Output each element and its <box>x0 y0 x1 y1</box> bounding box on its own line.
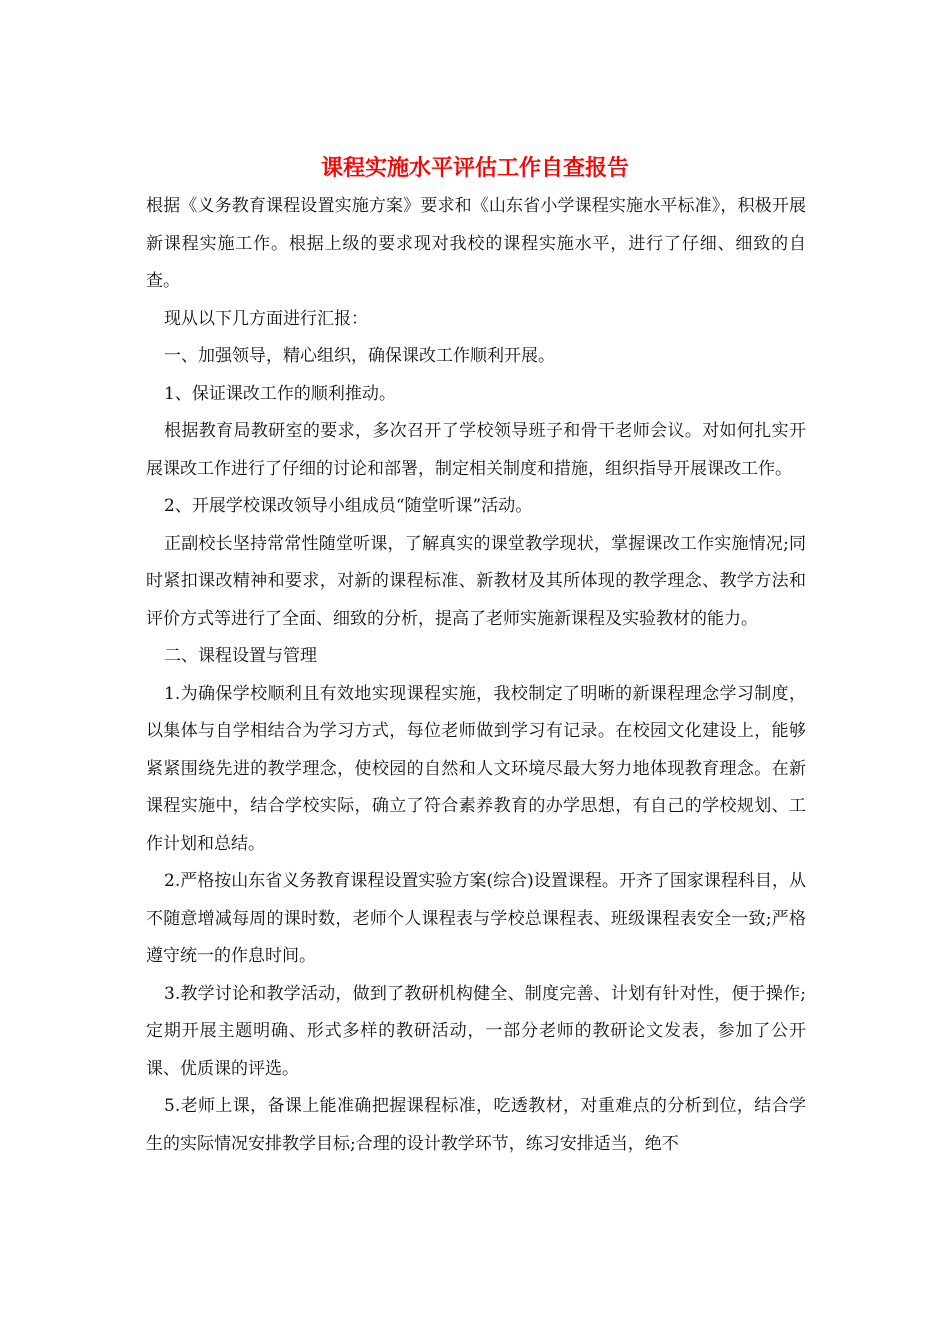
paragraph-1-2: 正副校长坚持常常性随堂听课，了解真实的课堂教学现状，掌握课改工作实施情况;同时紧扣课改精神和要求，对新的课程标准、新教材及其所体现的教学理念、教学方法和评价方式等进行了全面、细致的分析，提高了老师实施新课程及实验教材的能力。 <box>146 533 806 629</box>
paragraph-2-1: 1.为确保学校顺利且有效地实现课程实施，我校制定了明晰的新课程理念学习制度，以集体与自学相结合为学习方式，每位老师做到学习有记录。在校园文化建设上，能够紧紧围绕先进的教学理念，使校园的自然和人文环境尽最大努力地体现教育理念。在新课程实施中，结合学校实际，确立了符合素养教育的办学思想，有自己的学校规划、工作计划和总结。 <box>146 683 806 854</box>
document-body <box>146 188 806 1163</box>
paragraph-intro: 根据《义务教育课程设置实施方案》要求和《山东省小学课程实施水平标准》，积极开展新课程实施工作。根据上级的要求现对我校的课程实施水平，进行了仔细、细致的自查。 <box>146 196 806 291</box>
paragraph-report-lead: 现从以下几方面进行汇报： <box>164 308 368 329</box>
subsection-heading-1-1: 1、保证课改工作的顺利推动。 <box>164 383 396 404</box>
paragraph-2-2: 2.严格按山东省义务教育课程设置实验方案(综合)设置课程。开齐了国家课程科目，从不随意增减每周的课时数，老师个人课程表与学校总课程表、班级课程表安全一致;严格遵守统一的作息时间。 <box>146 871 806 966</box>
section-heading-1: 一、加强领导，精心组织，确保课改工作顺利开展。 <box>164 346 555 366</box>
section-heading-2: 二、课程设置与管理 <box>164 646 317 666</box>
paragraph-2-5: 5.老师上课，备课上能准确把握课程标准，吃透教材，对重难点的分析到位，结合学生的实际情况安排教学目标;合理的设计教学环节，练习安排适当，绝不 <box>146 1096 806 1154</box>
subsection-heading-1-2: 2、开展学校课改领导小组成员“随堂听课”活动。 <box>164 496 533 516</box>
document-title: 课程实施水平评估工作自查报告 <box>320 155 629 181</box>
paragraph-2-3: 3.教学讨论和教学活动，做到了教研机构健全、制度完善、计划有针对性，便于操作;定期开展主题明确、形式多样的教研活动，一部分老师的教研论文发表，参加了公开课、优质课的评选。 <box>146 983 806 1079</box>
paragraph-1-1: 根据教育局教研室的要求，多次召开了学校领导班子和骨干老师会议。对如何扎实开展课改工作进行了仔细的讨论和部署，制定相关制度和措施，组织指导开展课改工作。 <box>146 421 806 479</box>
